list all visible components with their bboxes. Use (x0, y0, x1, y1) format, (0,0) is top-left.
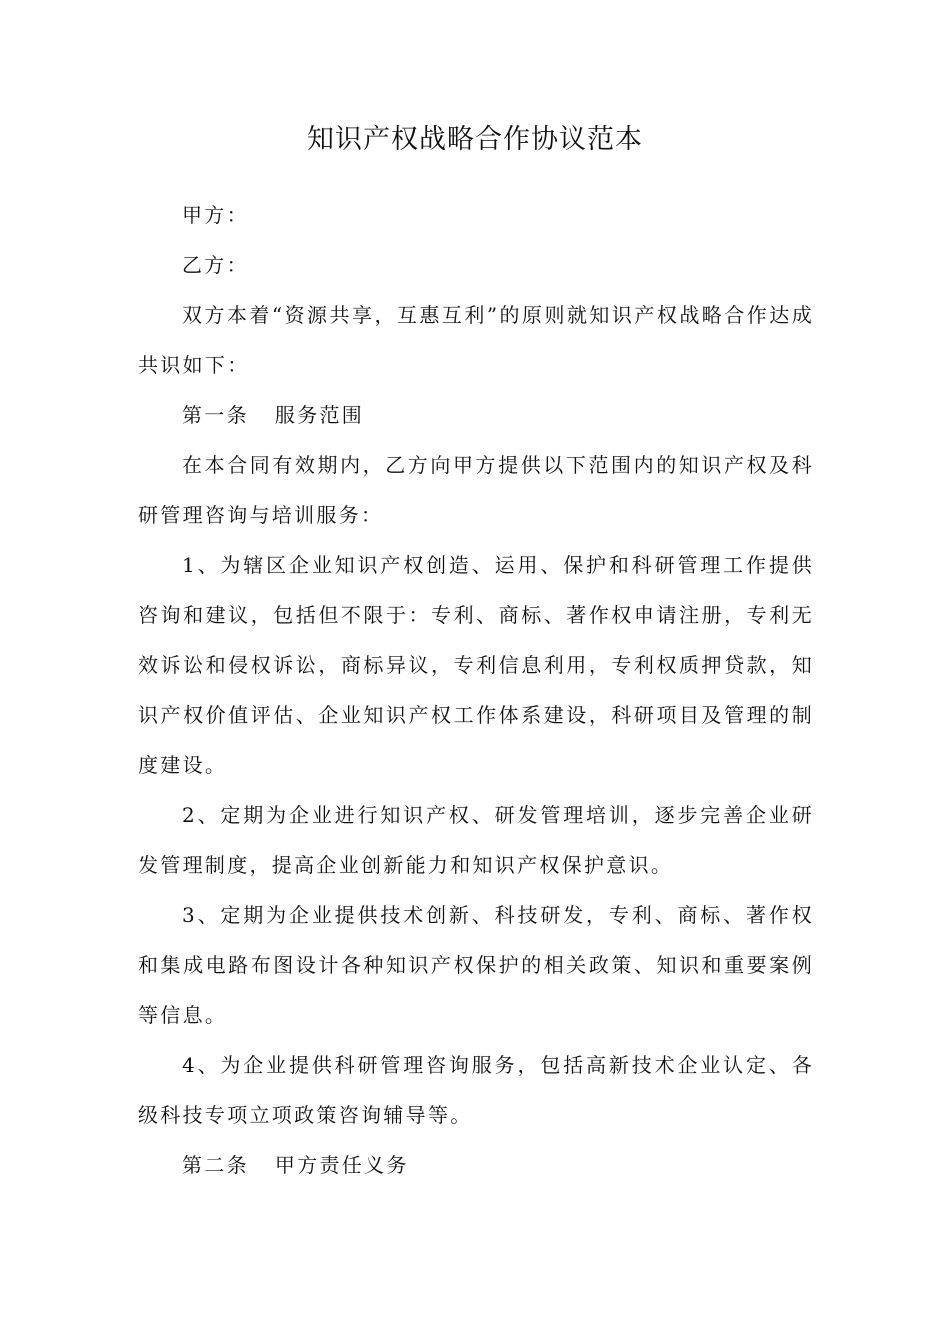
article-1-item-1: 1、为辖区企业知识产权创造、运用、保护和科研管理工作提供咨询和建议，包括但不限于：专利、商标、著作权申请注册，专利无效诉讼和侵权诉讼，商标异议，专利信息利用，专利权质押贷款，知识产权价值评估、企业知识产权工作体系建设，科研项目及管理的制度建设。 (138, 553, 814, 777)
intro-paragraph: 双方本着“资源共享，互惠互利”的原则就知识产权战略合作达成共识如下： (138, 303, 814, 377)
article-2-number: 第二条 (182, 1153, 249, 1177)
article-1-title: 服务范围 (274, 403, 365, 427)
article-2-title: 甲方责任义务 (274, 1153, 409, 1177)
party-b-line: 乙方： (182, 253, 249, 277)
article-1-item-4: 4、为企业提供科研管理咨询服务，包括高新技术企业认定、各级科技专项立项政策咨询辅导等。 (138, 1053, 814, 1127)
article-1-intro: 在本合同有效期内，乙方向甲方提供以下范围内的知识产权及科研管理咨询与培训服务： (138, 453, 814, 527)
article-1-number: 第一条 (182, 403, 249, 427)
article-1-heading (138, 390, 814, 440)
party-a-line: 甲方： (182, 203, 249, 227)
document-body (138, 190, 814, 1190)
article-1-item-3: 3、定期为企业提供技术创新、科技研发，专利、商标、著作权和集成电路布图设计各种知识产权保护的相关政策、知识和重要案例等信息。 (138, 903, 814, 1027)
article-2-heading (138, 1140, 814, 1190)
article-1-item-2: 2、定期为企业进行知识产权、研发管理培训，逐步完善企业研发管理制度，提高企业创新能力和知识产权保护意识。 (138, 803, 814, 877)
document-title: 知识产权战略合作协议范本 (307, 124, 643, 155)
